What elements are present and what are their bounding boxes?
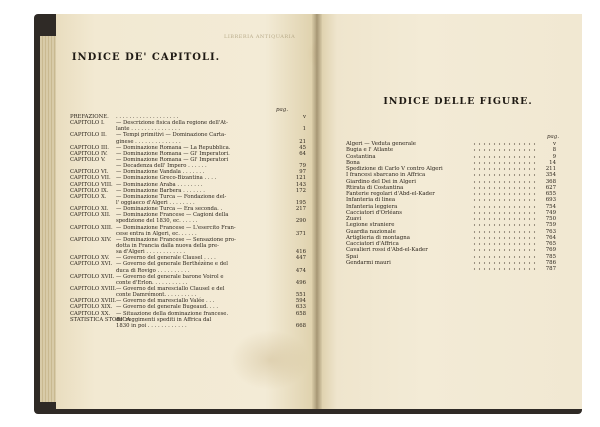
page-number: 693 [545,197,556,204]
leader-dots [472,174,538,176]
pag-label: pag. [276,107,289,113]
page-number: 655 [545,191,556,197]
page-number: 1 [302,126,306,133]
figure-title: Cavalieri rossi d'Abd-el-Kader [346,247,428,254]
page-number: 172 [295,187,306,194]
figure-title: Infanteria leggiera [346,203,398,210]
leader-dots [472,237,538,239]
chapter-title: — Dominazione Vandala . . . . . . . [116,169,205,176]
chapter-label: CAPITOLO XII. [70,212,111,219]
chapter-title: l' oggiaeco d'Algeri . . . . . . . . [116,199,195,206]
figures-list [346,141,556,272]
chapter-label: CAPITOLO XVII. [70,273,115,280]
figure-title: Giardino del Dei in Algeri [346,178,416,185]
figures-index-title: INDICE DELLE FIGURE. [383,96,533,107]
chapter-label: CAPITOLO VII. [70,175,111,182]
chapter-title: cese entra in Algeri, ec. . . . . . [116,230,197,237]
chapters-list [70,114,306,329]
page-number: 8 [552,147,556,154]
chapter-title: sa d'Algeri . . . . . . . . . . . . [116,249,186,256]
chapter-label: CAPITOLO XX. [70,310,111,317]
page-number: 633 [295,304,306,311]
page-number: v [303,114,306,120]
chapter-title: — Dominazione Francese — L'esercito Fran- [116,224,236,231]
chapter-title: — Dominazione Francese — Sensazione pro- [116,236,236,243]
figure-title: Bona [346,159,360,166]
chapter-label: CAPITOLO II. [70,132,107,139]
chapter-title: — Governo del generale Bugeaud. . . . [116,304,219,311]
figure-title: Legione straniere [346,222,395,229]
figure-title: Costantina [346,153,376,160]
chapter-label: CAPITOLO I. [70,120,105,127]
chapter-title: — Governo del generale Berthézène e del [116,261,228,268]
leader-dots [472,262,538,264]
figure-title: Cacciatori d'Orléans [346,209,403,216]
chapter-title: — Governo del maresciallo Valée . . . [116,298,215,305]
chapter-title: spedizione del 1830, ec. . . . . . [116,218,198,225]
chapter-title: — Decadenza dell' Impero . . . . . . [116,163,207,170]
chapter-title: — Dominazione Francese — Cagioni della [116,212,229,219]
chapter-title: conte d'Erlon. . . . . . . . . . . [116,279,188,286]
chapter-label: CAPITOLO XI. [70,206,109,213]
leader-dots [472,231,538,233]
chapter-title: lante . . . . . . . . . . . . . . . [116,126,181,133]
leader-dots [472,218,538,220]
page-number: 121 [295,175,306,182]
chapter-label: CAPITOLO IX. [70,187,109,194]
page-number: 496 [295,279,306,286]
leader-dots [472,143,538,145]
chapter-title: . . . . . . . . . . . . . . . . . . . [116,114,179,120]
page-number: 64 [299,150,306,157]
leader-dots [472,193,538,195]
chapter-title: — Situazione della dominazione francese. [116,310,229,317]
figure-title: Fanterie regolari d'Abd-el-Kader [346,191,435,197]
figure-title: Bugia e l' Atlante [346,147,394,154]
page-number: 9 [552,153,556,160]
page-number: 769 [545,247,556,254]
leader-dots [472,149,538,151]
figure-title: Infanteria di linea [346,197,396,204]
chapter-label: CAPITOLO XV. [70,255,110,262]
page-number: 754 [545,203,556,210]
leader-dots [472,224,538,226]
chapter-title: — Dominazione Turca — Fondazione del- [116,193,227,200]
page-number: 143 [295,181,306,188]
leader-dots [472,199,538,201]
page-number: 45 [299,144,306,151]
chapter-label: STATISTICA STORICA [70,316,131,323]
page-stain [230,330,310,390]
figure-title: Rtirata di Costantina [346,184,404,191]
chapter-label: CAPITOLO XVI. [70,261,113,268]
book-gutter [312,14,322,409]
chapter-label: PREFAZIONE. [70,114,109,120]
chapter-label: CAPITOLO XIV. [70,236,112,243]
figure-title: Spedizione di Carlo V contro Algeri [346,166,443,172]
right-page [316,14,582,409]
page-number: 97 [299,169,306,176]
leader-dots [472,249,538,251]
chapter-title: duca di Rovigo . . . . . . . . . . [116,267,190,274]
page-number: 786 [545,259,556,266]
chapter-label: CAPITOLO XIII. [70,224,113,231]
chapter-label: CAPITOLO XVIII. [70,298,117,305]
figure-title: Artiglieria di montagna [346,234,410,241]
chapter-label: CAPITOLO IV. [70,150,108,157]
page-number: 371 [295,230,306,237]
chapter-title: — Governo del generale Clausel . . . . [116,255,216,262]
chapter-title: — Tempi primitivi — Dominazione Carta- [116,132,226,139]
figure-title: Guardia nazionale [346,228,396,235]
chapter-title: — Governo del maresciallo Clausel e del [116,285,225,292]
page-number: 290 [295,218,306,225]
leader-dots [472,243,538,245]
page-number: 195 [295,199,306,206]
chapter-label: CAPITOLO VI. [70,169,109,176]
leader-dots [472,268,538,270]
page-number: 354 [545,172,556,179]
figure-title: I francesi sbarcano in Affrica [346,172,426,179]
leader-dots [472,256,538,258]
chapter-title: — Descrizione fisica della regione dell'At- [116,120,228,127]
chapter-title: de' reggimenti spediti in Affrica dal [116,316,212,323]
figure-entry [346,266,556,272]
page-number: 211 [545,166,556,172]
chapter-title: — Dominazione Romana — Gl' Imperatori. [116,150,230,157]
page-number: 749 [545,209,556,216]
page-number: 668 [295,322,306,329]
leader-dots [472,206,538,208]
chapter-title: — Dominazione Romana — La Repubblica. [116,144,231,151]
chapter-label: CAPITOLO XIX. [70,304,113,311]
page-number: 763 [545,228,556,235]
chapter-title: — Dominazione Greco-Bizantina . . . . [116,175,217,182]
page-number: 551 [295,292,306,299]
chapter-title: — Governo del generale barone Voirol e [116,273,224,280]
page-number: 765 [545,241,556,247]
figure-title: Zuavi [346,216,362,222]
figure-title: Cacciatori d'Affrica [346,241,399,247]
toc-entry [70,323,306,329]
figure-title: Gendarmi mauri [346,259,391,266]
page-number: 594 [295,298,306,305]
show-through-text: LIBRERIA ANTIQUARIA [224,34,296,40]
page-number: 14 [549,159,556,166]
leader-dots [472,156,538,158]
page-number: 658 [295,310,306,317]
page-number: 79 [299,163,306,170]
page-number: 368 [545,178,556,185]
chapter-title: — Dominazione Barbera . . . . . . . [116,187,205,194]
chapter-title: — Dominazione Romana — Gl' Imperatori [116,156,229,163]
page-number: 750 [545,216,556,222]
leader-dots [472,168,538,170]
page-number: 759 [545,222,556,229]
chapters-index-title: INDICE DE' CAPITOLI. [71,52,221,63]
chapter-label: CAPITOLO V. [70,156,106,163]
chapter-label: CAPITOLO X. [70,193,107,200]
leader-dots [472,187,538,189]
chapter-title: ginese . . . . . . . . . . . . . . [116,138,181,145]
page-number: 416 [295,249,306,256]
page-number: 474 [295,267,306,274]
chapter-label: CAPITOLO XVIII. [70,285,117,292]
page-number: v [552,141,556,147]
page-number: 217 [295,206,306,213]
page-number: 447 [295,255,306,262]
figure-title: Spai [346,253,359,260]
pag-label: pag. [547,134,560,140]
chapter-title: dotta in Francia dalla nuova della pre- [116,242,219,249]
page-number: 764 [545,234,556,241]
page-number: 785 [545,253,556,260]
leader-dots [472,181,538,183]
figure-title: Algeri — Veduta generale [346,141,416,147]
chapter-title: 1830 in poi . . . . . . . . . . . . [116,322,187,329]
chapter-title: — Dominazione Turca — Era seconda. . [116,206,223,213]
leader-dots [472,212,538,214]
page-number: 21 [299,138,306,145]
page-number: 787 [545,266,556,272]
chapter-title: conte Damrémont. . . . . . . . . . [116,292,197,299]
chapter-label: CAPITOLO III. [70,144,109,151]
chapter-title: — Dominazione Araba . . . . . . . . [116,181,203,188]
chapter-label: CAPITOLO VIII. [70,181,113,188]
leader-dots [472,162,538,164]
page-number: 627 [545,184,556,191]
